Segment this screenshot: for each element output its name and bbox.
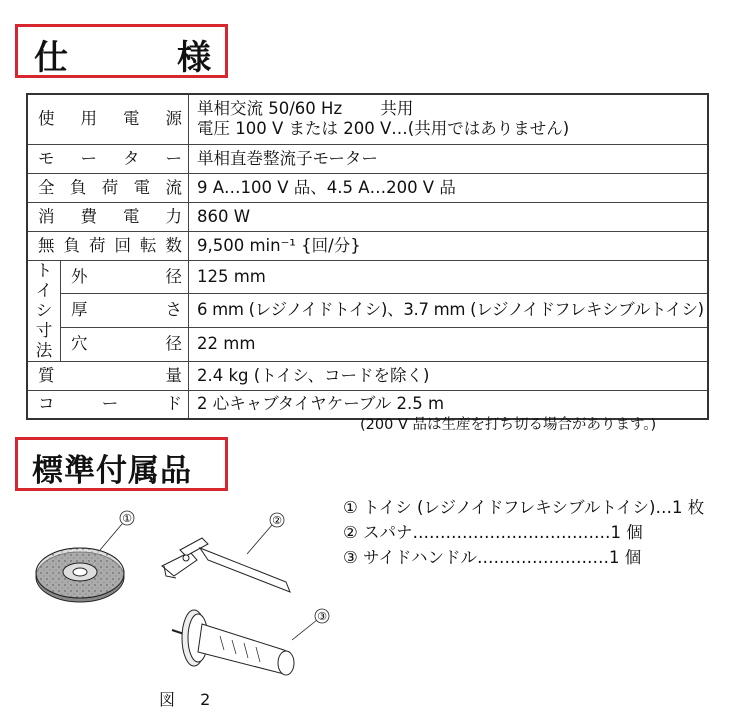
- label-char: ー: [80, 148, 97, 168]
- callout-2: ②: [272, 514, 282, 527]
- spec-value: [189, 144, 709, 173]
- spec-label: [27, 94, 189, 144]
- spec-value: [189, 294, 709, 328]
- label-char: 電: [133, 177, 151, 197]
- spec-row: [27, 231, 708, 260]
- accessories-illustration: [22, 500, 327, 690]
- callout-1: ①: [122, 512, 132, 525]
- label-char: 使: [38, 109, 55, 129]
- spec-value-line: 22 mm: [197, 334, 256, 354]
- spec-label: [27, 361, 189, 390]
- label-char: 荷: [101, 177, 119, 197]
- label-char: 負: [69, 177, 87, 197]
- spec-value-line: 9 A…100 V 品、4.5 A…200 V 品: [197, 177, 456, 197]
- spec-value-line: 2 心キャブタイヤケーブル 2.5 m: [197, 394, 445, 414]
- label-char: ト: [35, 260, 53, 280]
- accessory-list: [343, 495, 704, 570]
- label-char: 電: [123, 109, 140, 129]
- spec-label: [61, 294, 189, 328]
- accessories-heading-text: 標準付属品: [32, 453, 192, 489]
- label-char: 径: [165, 266, 182, 286]
- spec-label: [61, 260, 189, 294]
- spec-value-line: 2.4 kg (トイシ、コードを除く): [197, 365, 430, 385]
- label-char: モ: [38, 148, 55, 168]
- spec-value-line: 単相交流 50/60 Hz 共用: [197, 99, 414, 119]
- spec-value-line: 電圧 100 V または 200 V…(共用ではありません): [197, 119, 570, 139]
- label-char: ー: [165, 148, 182, 168]
- label-char: 量: [165, 365, 182, 385]
- label-char: 用: [80, 109, 97, 129]
- label-char: 荷: [89, 235, 106, 255]
- label-char: 源: [165, 109, 182, 129]
- spec-value: [189, 231, 709, 260]
- spec-row: [27, 294, 708, 328]
- spec-label: [27, 390, 189, 419]
- spec-row: [27, 327, 708, 361]
- label-char: 無: [38, 235, 55, 255]
- label-char: イ: [35, 280, 53, 300]
- label-char: 数: [165, 235, 182, 255]
- label-char: 寸: [35, 320, 53, 340]
- spec-label: [27, 231, 189, 260]
- spec-value-line: 125 mm: [197, 266, 266, 286]
- spec-row: [27, 361, 708, 390]
- label-char: タ: [123, 148, 140, 168]
- spec-value-line: 9,500 min⁻¹ {回/分}: [197, 235, 361, 255]
- spec-row: [27, 202, 708, 231]
- label-char: 法: [35, 340, 53, 360]
- spec-label: [27, 202, 189, 231]
- label-char: 転: [140, 235, 157, 255]
- label-char: 全: [38, 177, 55, 197]
- spec-heading-char: 様: [177, 38, 211, 78]
- spec-heading: [15, 24, 228, 78]
- label-char: 負: [63, 235, 80, 255]
- spec-label: [61, 327, 189, 361]
- side-handle-icon: [172, 609, 329, 675]
- spec-label: [27, 173, 189, 202]
- spec-value-line: 単相直巻整流子モーター: [197, 148, 378, 168]
- label-char: 費: [80, 206, 97, 226]
- spec-value-line: 860 W: [197, 206, 251, 226]
- spec-table: [26, 93, 709, 420]
- spec-value: [189, 260, 709, 294]
- label-char: 穴: [71, 334, 88, 354]
- wheel-dimension-group-label: [27, 260, 61, 361]
- label-char: 径: [165, 334, 182, 354]
- spec-value: [189, 361, 709, 390]
- label-char: 消: [38, 206, 55, 226]
- spanner-icon: [162, 513, 290, 592]
- callout-3: ③: [317, 610, 327, 623]
- spec-value: [189, 173, 709, 202]
- label-char: 質: [38, 365, 55, 385]
- accessory-item: ① トイシ (レジノイドフレキシブルトイシ)…1 枚: [343, 498, 705, 517]
- label-char: 回: [114, 235, 131, 255]
- label-char: ー: [101, 394, 119, 414]
- label-char: コ: [38, 394, 55, 414]
- spec-heading-char: 仕: [34, 38, 68, 78]
- discontinue-note: (200 V 品は生産を打ち切る場合があります。): [360, 417, 657, 433]
- spec-value: [189, 327, 709, 361]
- label-char: さ: [165, 300, 182, 320]
- figure-caption: 図 2: [159, 690, 221, 709]
- grinding-wheel-icon: [36, 511, 134, 602]
- label-char: 外: [71, 266, 88, 286]
- label-char: ド: [165, 394, 182, 414]
- spec-value: [189, 202, 709, 231]
- spec-row: [27, 260, 708, 294]
- label-char: 電: [123, 206, 140, 226]
- spec-label: [27, 144, 189, 173]
- accessory-item: ③ サイドハンドル……………………1 個: [343, 548, 642, 567]
- accessory-item: ② スパナ………………………………1 個: [343, 523, 643, 542]
- label-char: 力: [165, 206, 182, 226]
- spec-row: [27, 144, 708, 173]
- label-char: 厚: [71, 300, 88, 320]
- spec-row: [27, 173, 708, 202]
- spec-value-line: 6 mm (レジノイドトイシ)、3.7 mm (レジノイドフレキシブルトイシ): [197, 300, 704, 320]
- accessories-heading: [15, 437, 228, 491]
- spec-value: [189, 94, 709, 144]
- spec-row: [27, 94, 708, 144]
- label-char: シ: [35, 300, 53, 320]
- label-char: 流: [165, 177, 182, 197]
